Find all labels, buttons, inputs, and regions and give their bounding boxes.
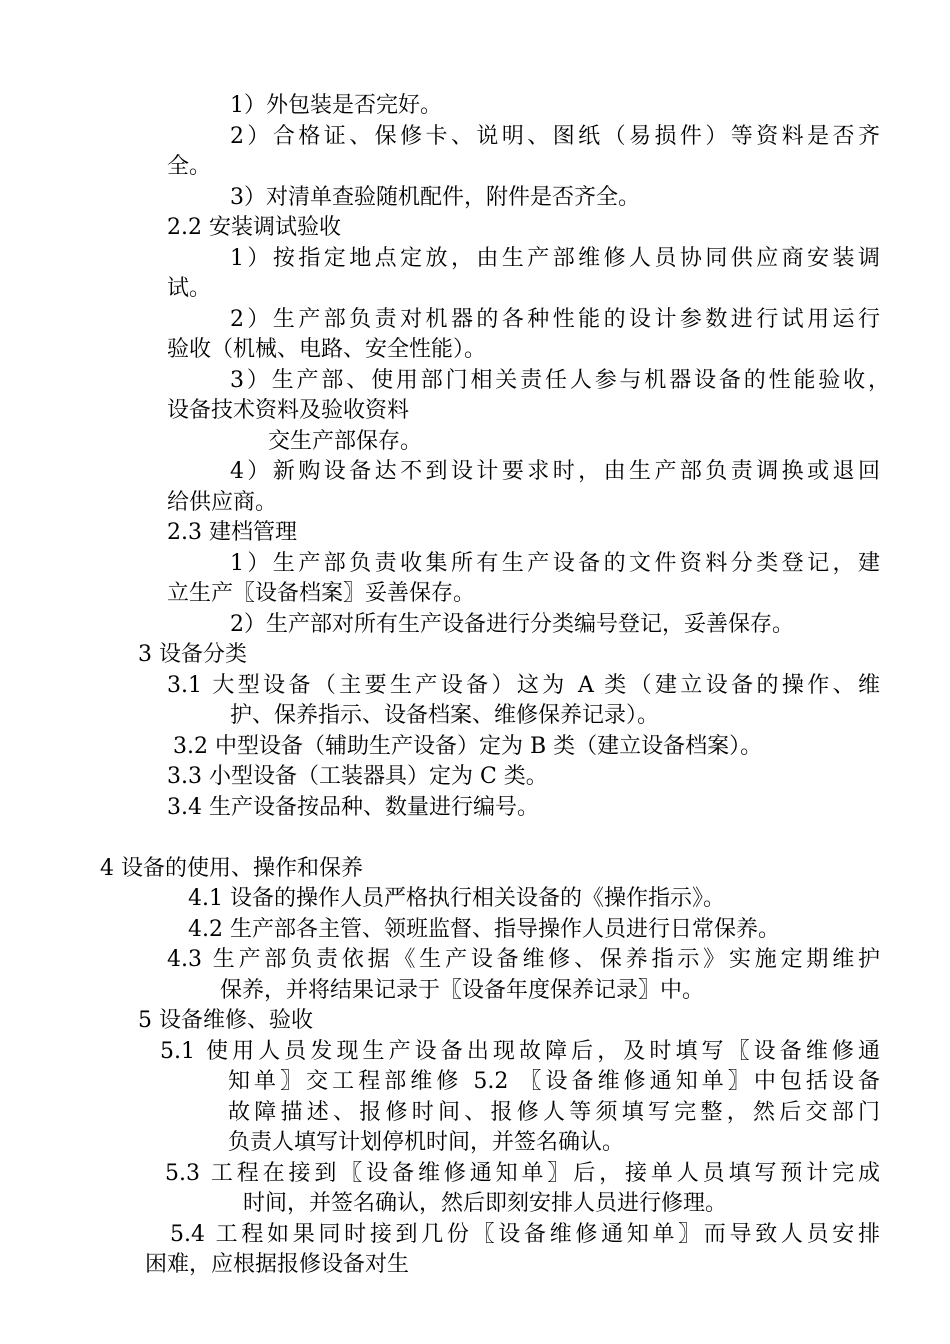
section-heading-2-3: 2.3 建档管理 <box>167 520 297 545</box>
class-3-3: 3.3 小型设备（工装器具）定为 C 类。 <box>167 764 548 789</box>
repair-5-4-line-1: 5.4 工程如果同时接到几份〖设备维修通知单〗而导致人员安排 <box>170 1222 880 1247</box>
install-item-2-line-2: 验收（机械、电路、安全性能）。 <box>167 337 487 362</box>
repair-5-4-line-2: 困难，应根据报修设备对生 <box>145 1252 410 1277</box>
install-item-1-line-1: 1）按指定地点定放，由生产部维修人员协同供应商安装调 <box>230 246 880 271</box>
repair-5-3-line-2: 时间，并签名确认，然后即刻安排人员进行修理。 <box>243 1191 728 1216</box>
install-item-1-line-2: 试。 <box>167 276 212 301</box>
repair-5-3-line-1: 5.3 工程在接到〖设备维修通知单〗后，接单人员填写预计完成 <box>165 1161 880 1186</box>
check-item-3: 3）对清单查验随机配件，附件是否齐全。 <box>230 185 640 210</box>
install-item-3-line-1: 3）生产部、使用部门相关责任人参与机器设备的性能验收， <box>230 368 890 393</box>
install-item-3-line-2: 设备技术资料及验收资料 <box>167 398 410 423</box>
class-3-1-line-2: 护、保养指示、设备档案、维修保养记录）。 <box>230 703 660 728</box>
repair-5-1-line-3: 故障描述、报修时间、报修人等须填写完整，然后交部门 <box>228 1100 880 1125</box>
install-item-3-line-3: 交生产部保存。 <box>268 429 423 454</box>
usage-4-3-line-1: 4.3 生产部负责依据《生产设备维修、保养指示》实施定期维护 <box>167 947 880 972</box>
class-3-1-line-1: 3.1 大型设备（主要生产设备）这为 A 类（建立设备的操作、维 <box>167 673 880 698</box>
usage-4-3-line-2: 保养，并将结果记录于〖设备年度保养记录〗中。 <box>220 978 705 1003</box>
section-heading-3: 3 设备分类 <box>138 642 247 667</box>
usage-4-1: 4.1 设备的操作人员严格执行相关设备的《操作指示》。 <box>188 886 725 911</box>
install-item-4-line-1: 4）新购设备达不到设计要求时，由生产部负责调换或退回 <box>230 459 880 484</box>
section-heading-5: 5 设备维修、验收 <box>138 1008 313 1033</box>
install-item-4-line-2: 给供应商。 <box>167 490 278 515</box>
repair-5-1-line-1: 5.1 使用人员发现生产设备出现故障后，及时填写〖设备维修通 <box>160 1039 880 1064</box>
repair-5-1-line-4: 负责人填写计划停机时间，并签名确认。 <box>228 1130 625 1155</box>
check-item-1: 1）外包装是否完好。 <box>230 93 442 118</box>
archive-item-1-line-1: 1）生产部负责收集所有生产设备的文件资料分类登记，建 <box>230 551 880 576</box>
class-3-4: 3.4 生产设备按品种、数量进行编号。 <box>167 795 539 820</box>
class-3-2: 3.2 中型设备（辅助生产设备）定为 B 类（建立设备档案）。 <box>173 734 763 759</box>
check-item-2-line-1: 2）合格证、保修卡、说明、图纸（易损件）等资料是否齐 <box>230 124 880 149</box>
archive-item-2: 2）生产部对所有生产设备进行分类编号登记，妥善保存。 <box>230 612 794 637</box>
section-heading-2-2: 2.2 安装调试验收 <box>167 215 341 240</box>
install-item-2-line-1: 2）生产部负责对机器的各种性能的设计参数进行试用运行 <box>230 307 880 332</box>
check-item-2-line-2: 全。 <box>167 154 212 179</box>
archive-item-1-line-2: 立生产〖设备档案〗妥善保存。 <box>167 581 476 606</box>
repair-5-1-line-2: 知单〗交工程部维修 5.2 〖设备维修通知单〗中包括设备 <box>228 1069 880 1094</box>
usage-4-2: 4.2 生产部各主管、领班监督、指导操作人员进行日常保养。 <box>188 917 780 942</box>
section-heading-4: 4 设备的使用、操作和保养 <box>100 856 363 881</box>
